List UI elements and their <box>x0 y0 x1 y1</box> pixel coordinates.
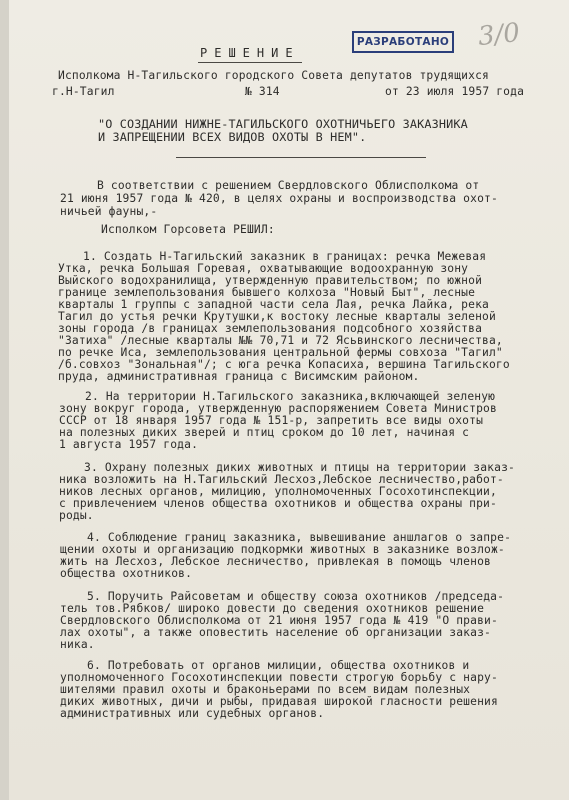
item-1-line: Утка, речка Большая Горевая, охватывающие водоохранную зону <box>58 262 469 275</box>
document-title: РЕШЕНИЕ <box>200 46 300 60</box>
handwritten-archive-number: 3/0 <box>476 17 522 53</box>
item-1-line: зоны города /в границах землепользования подсобного хозяйства <box>58 322 483 335</box>
item-4-line: щении охоты и организацию подкормки животных в заказнике возлож- <box>60 543 505 556</box>
resolved-heading: Исполком Горсовета РЕШИЛ: <box>101 223 275 236</box>
item-2-line: зону вокруг города, утвержденную распоряжением Совета Министров <box>59 402 497 415</box>
item-1-line: пруда, административная граница с Висимским районом. <box>58 370 420 383</box>
item-1-line: границе землепользования бывшего колхоза "Новый Быт", лесные <box>58 286 476 299</box>
item-5-line: лах охоты", а также оповестить население об организации заказ- <box>60 626 491 639</box>
item-6-line: административных или судебных органов. <box>60 707 325 720</box>
item-6-line: диких животных, дичи и рыбы, придавая широкой гласности решения <box>60 695 498 708</box>
item-3-line: 3. Охрану полезных диких животных и птицы на территории заказ- <box>84 461 515 474</box>
decision-date: от 23 июля 1957 года <box>385 85 525 98</box>
item-1-line: кварталы 1 группы с западной части села Лая, речка Лайка, река <box>58 298 489 311</box>
item-1-line: "Затиха" /лесные кварталы №№ 70,71 и 72 Ясьвинского лесничества, <box>58 334 503 347</box>
item-2-line: СССР от 18 января 1957 года № 151-р, запретить все виды охоты <box>59 414 484 427</box>
subject-line-2: И ЗАПРЕЩЕНИИ ВСЕХ ВИДОВ ОХОТЫ В НЕМ". <box>98 130 367 144</box>
subject-divider <box>176 157 426 158</box>
item-3-line: ников лесных органов, милицию, уполномоченных Госохотинспекции, <box>59 485 497 498</box>
item-3-line: с привлечением членов общества охотников и общества охраны при- <box>59 497 497 510</box>
preamble-line: В соответствии с решением Свердловского Облисполкома от <box>97 179 480 192</box>
item-1-line: по речке Иса, землепользования центральной фермы совхоза "Тагил" <box>58 346 503 359</box>
item-5-line: Свердловского Облисполкома от 21 июня 1957 года № 419 "О прави- <box>60 614 498 627</box>
item-2-line: на полезных диких зверей и птиц сроком до 10 лет, начиная с <box>59 426 470 439</box>
item-1-line: /б.совхоз "Зональная"/; с юга речка Копасиха, вершина Тагильского <box>58 358 510 371</box>
page-edge-shadow <box>0 0 9 800</box>
item-3-line: ника возложить на Н.Тагильский Лесхоз,Лебское лесничество,работ- <box>59 473 504 486</box>
preamble-line: ничьей фауны,- <box>60 205 158 218</box>
item-4-line: жить на Лесхоз, Лебское лесничество, привлекая в помощь членов <box>60 555 491 568</box>
item-2-line: 1 августа 1957 года. <box>59 438 199 451</box>
city: г.Н-Тагил <box>52 85 115 98</box>
item-2-line: 2. На территории Н.Тагильского заказника,включающей зеленую <box>85 390 496 403</box>
item-1-line: Тагил до устья речки Крутушки,к востоку лесные кварталы зеленой <box>58 310 496 323</box>
title-underline <box>198 62 302 63</box>
developed-stamp: РАЗРАБОТАНО <box>352 31 454 53</box>
issuing-body: Исполкома Н-Тагильского городского Совета депутатов трудящихся <box>58 69 489 82</box>
item-1-line: 1. Создать Н-Тагильский заказник в границах: речка Межевая <box>83 250 487 263</box>
item-1-line: Выйского водохранилища, утвержденную правительством; по южной <box>58 274 483 287</box>
item-6-line: 6. Потребовать от органов милиции, общества охотников и <box>87 659 470 672</box>
item-5-line: ника. <box>60 638 95 651</box>
preamble-line: 21 июня 1957 года № 420, в целях охраны и воспроизводства охот- <box>60 192 498 205</box>
decision-number: № 314 <box>245 85 280 98</box>
item-6-line: уполномоченного Госохотинспекции повести строгую борьбу с нару- <box>60 671 498 684</box>
item-4-line: 4. Соблюдение границ заказника, вывешивание аншлагов о запре- <box>87 531 512 544</box>
item-3-line: роды. <box>59 509 94 522</box>
item-5-line: 5. Поручить Райсоветам и обществу союза охотников /председа- <box>87 590 505 603</box>
item-4-line: общества охотников. <box>60 567 193 580</box>
item-5-line: тель тов.Рябков/ широко довести до сведения охотников решение <box>60 602 485 615</box>
subject-line-1: "О СОЗДАНИИ НИЖНЕ-ТАГИЛЬСКОГО ОХОТНИЧЬЕГО ЗАКАЗНИКА <box>98 117 468 131</box>
item-6-line: шителями правил охоты и браконьерами по всем видам полезных <box>60 683 471 696</box>
